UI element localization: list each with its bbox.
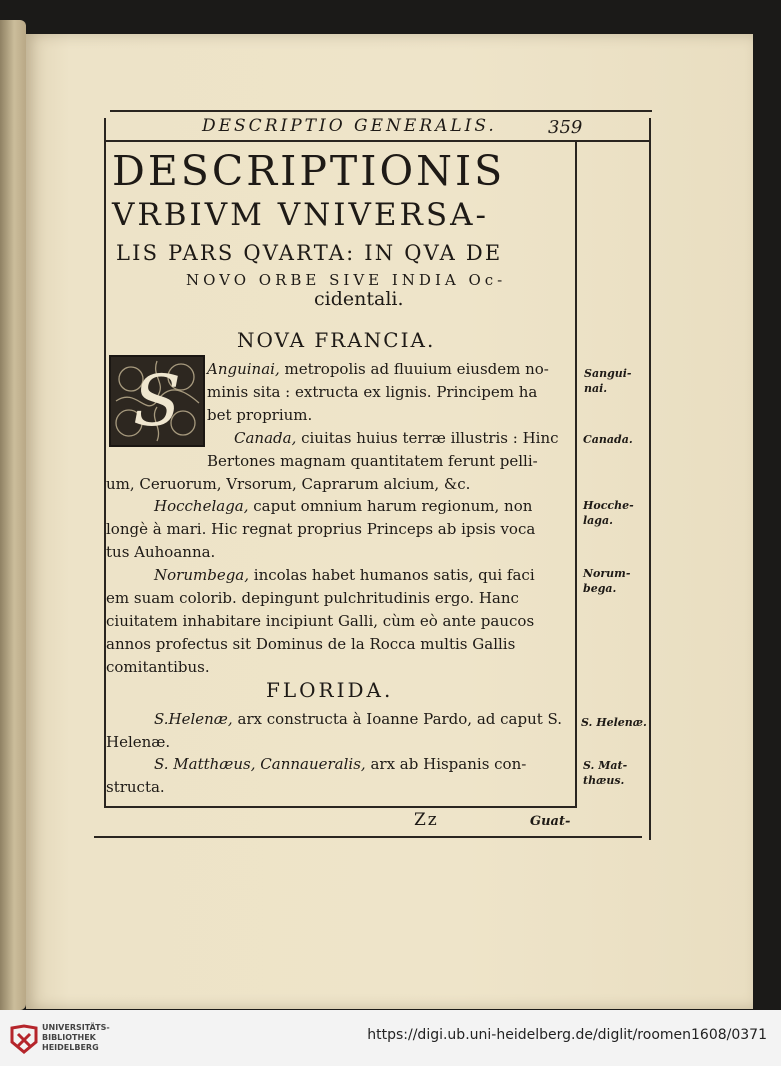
margin-note-norumbega: Norum- bega. (583, 567, 631, 595)
nova-francia-line (234, 426, 559, 450)
heading-line-1: DESCRIPTIONIS (112, 147, 506, 195)
nova-francia-line-text: annos profectus sit Dominus de la Rocca multis Gallis (106, 634, 516, 653)
nova-francia-line-text: minis sita : extructa ex lignis. Principem ha (207, 382, 538, 401)
nova-francia-line (106, 586, 519, 610)
frame-left-rule (104, 118, 106, 808)
margin-note-s-matthaeus: S. Mat- thæus. (583, 759, 628, 787)
florida-line-text: arx constructa à Ioanne Pardo, ad caput S. (232, 710, 563, 728)
section-title-nova-francia: NOVA FRANCIA. (237, 328, 436, 352)
florida-line (106, 730, 170, 754)
nova-francia-line (207, 403, 312, 427)
nova-francia-line-text: ciuitas huius terræ illustris : Hinc (296, 428, 559, 447)
margin-note-canada: Canada. (583, 433, 633, 446)
nova-francia-place-name: Canada, (234, 428, 297, 447)
nova-francia-line (106, 655, 210, 679)
page-url-link[interactable]: https://digi.ub.uni-heidelberg.de/diglit/roomen1608/0371 (367, 1027, 767, 1043)
nova-francia-line (207, 357, 549, 381)
margin-note-sanguinai: Sangui- nai. (584, 367, 632, 395)
margin-divider-rule (575, 140, 577, 808)
florida-place-name: S. Matthæus, Cannaueralis, (154, 755, 366, 773)
nova-francia-place-name: Hocchelaga, (154, 497, 249, 516)
library-logo-text: UNIVERSITÄTS- BIBLIOTHEK HEIDELBERG (42, 1023, 110, 1052)
florida-place-name: S.Helenæ, (154, 710, 233, 728)
initial-letter: S (133, 360, 181, 442)
florida-line (154, 707, 562, 731)
margin-note-s-helenae: S. Helenæ. (581, 716, 647, 729)
running-head-title: DESCRIPTIO GENERALIS. (202, 116, 497, 136)
section-title-florida: FLORIDA. (266, 678, 394, 702)
nova-francia-line-text: incolas habet humanos satis, qui faci (249, 566, 535, 585)
text-bottom-rule (104, 806, 576, 808)
catchword: Guat- (530, 814, 571, 829)
nova-francia-line (154, 563, 535, 587)
left-page-edge (0, 20, 26, 1010)
margin-note-hocchelaga: Hocche- laga. (583, 499, 634, 527)
nova-francia-line (207, 449, 538, 473)
heading-line-4: NOVO ORBE SIVE INDIA Oc- (186, 271, 507, 289)
florida-line-text: arx ab Hispanis con- (365, 755, 527, 773)
nova-francia-line (154, 494, 532, 518)
heading-line-2: VRBIVM VNIVERSA- (112, 197, 489, 233)
nova-francia-line-text: tus Auhoanna. (106, 543, 216, 562)
nova-francia-line (106, 472, 470, 496)
florida-line-text: Helenæ. (106, 732, 171, 751)
top-rule (110, 110, 652, 112)
nova-francia-line-text: bet proprium. (207, 405, 313, 424)
nova-francia-line-text: comitantibus. (106, 657, 210, 676)
bottom-rule (94, 836, 642, 838)
signature-mark: Zz (414, 810, 439, 830)
nova-francia-line (207, 380, 537, 404)
nova-francia-line-text: um, Ceruorum, Vrsorum, Caprarum alcium, &c. (106, 474, 471, 493)
nova-francia-line-text: caput omnium harum regionum, non (248, 497, 533, 516)
florida-line (106, 775, 165, 799)
nova-francia-line (106, 609, 534, 633)
nova-francia-line (106, 540, 215, 564)
frame-right-rule (649, 118, 651, 840)
university-logo-icon[interactable] (10, 1024, 38, 1054)
nova-francia-line-text: em suam colorib. depingunt pulchritudinis ergo. Hanc (106, 589, 519, 607)
nova-francia-place-name: Norumbega, (154, 566, 250, 585)
heading-line-3: LIS PARS QVARTA: IN QVA DE (116, 241, 503, 265)
florida-line-text: structa. (106, 777, 165, 796)
florida-line (154, 752, 526, 776)
nova-francia-line (106, 632, 515, 656)
decorated-initial (109, 355, 205, 447)
nova-francia-line (106, 517, 535, 541)
nova-francia-place-name: Anguinai, (207, 360, 280, 378)
nova-francia-line-text: longè à mari. Hic regnat proprius Princeps ab ipsis voca (106, 520, 536, 539)
nova-francia-line-text: ciuitatem inhabitare incipiunt Galli, cùm eò ante paucos (106, 611, 535, 630)
nova-francia-line-text: metropolis ad fluuium eiusdem no- (279, 360, 549, 378)
viewer-footer (0, 1010, 781, 1066)
nova-francia-line-text: Bertones magnam quantitatem ferunt pelli- (207, 451, 538, 470)
head-rule (104, 140, 650, 142)
page-number: 359 (548, 117, 583, 138)
heading-line-5: cidentali. (314, 288, 404, 310)
